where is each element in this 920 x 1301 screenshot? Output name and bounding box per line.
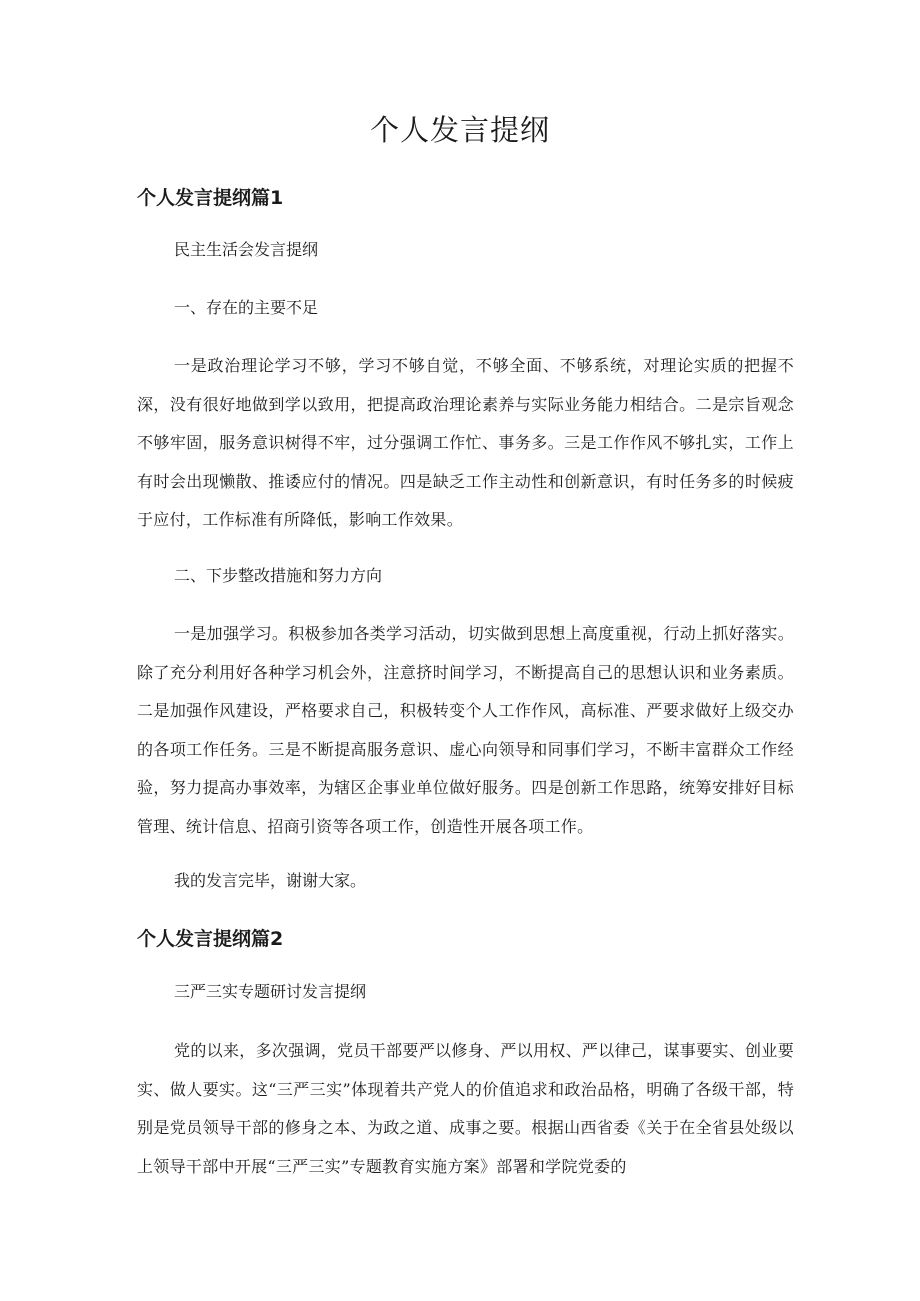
paragraph-intro-sanyan: 党的以来，多次强调，党员干部要严以修身、严以用权、严以律己，谋事要实、创业要实、做人要实。这“三严三实”体现着共产党人的价值追求和政治品格，明确了各级干部，特别是党员领导干部的修身之本、为政之道、成事之要。根据山西省委《关于在全省县处级以上领导干部中开展“三严三实”专题教育实施方案》部署和学院党委的 (137, 1041, 794, 1176)
paragraph-measures: 一是加强学习。积极参加各类学习活动，切实做到思想上高度重视，行动上抓好落实。除了充分利用好各种学习机会外，注意挤时间学习，不断提高自己的思想认识和业务素质。二是加强作风建设，严格要求自己，积极转变个人工作作风，高标准、严要求做好上级交办的各项工作任务。三是不断提高服务意识、虚心向领导和同事们学习，不断丰富群众工作经验，努力提高办事效率，为辖区企事业单位做好服务。四是创新工作思路，统筹安排好目标管理、统计信息、招商引资等各项工作，创造性开展各项工作。 (137, 624, 794, 836)
section-heading-1: 个人发言提纲篇1 (137, 187, 284, 209)
closing-line: 我的发言完毕，谢谢大家。 (174, 871, 367, 890)
section-heading-2: 个人发言提纲篇2 (137, 928, 284, 950)
section-subtitle-1: 民主生活会发言提纲 (174, 240, 319, 259)
paragraph-shortcomings: 一是政治理论学习不够，学习不够自觉，不够全面、不够系统，对理论实质的把握不深，没有很好地做到学以致用，把提高政治理论素养与实际业务能力相结合。二是宗旨观念不够牢固，服务意识树得不牢，过分强调工作忙、事务多。三是工作作风不够扎实，工作上有时会出现懒散、推诿应付的情况。四是缺乏工作主动性和创新意识，有时任务多的时候疲于应付，工作标准有所降低，影响工作效果。 (137, 356, 794, 529)
section-subtitle-2: 三严三实专题研讨发言提纲 (174, 982, 367, 1001)
document-title: 个人发言提纲 (369, 113, 550, 147)
part-heading-shortcomings: 一、存在的主要不足 (174, 298, 319, 317)
part-heading-measures: 二、下步整改措施和努力方向 (174, 566, 383, 585)
